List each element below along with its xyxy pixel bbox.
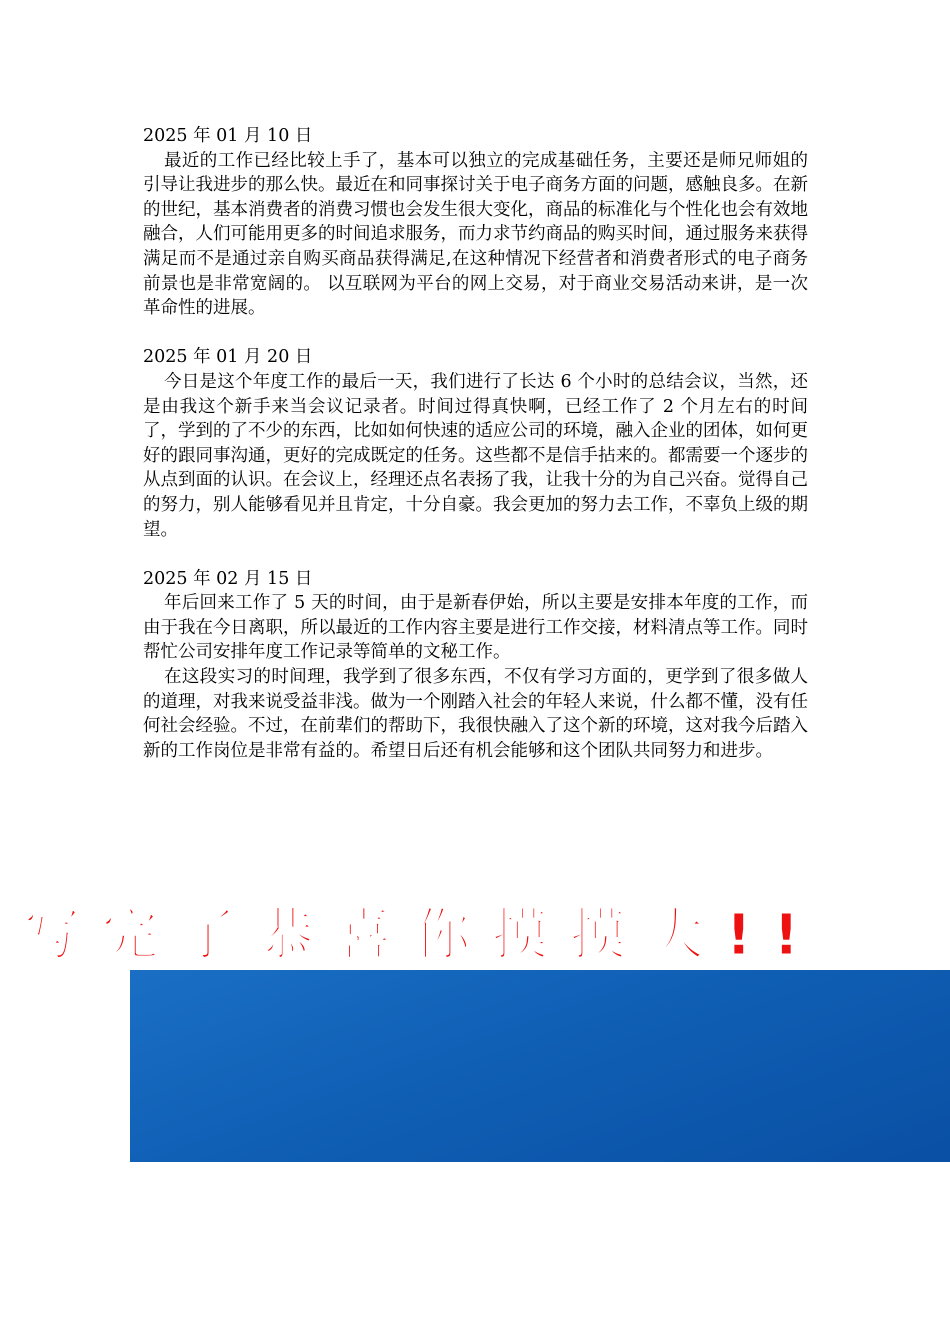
diary-entry-1 bbox=[143, 124, 808, 321]
entry-paragraph: 在这段实习的时间理，我学到了很多东西，不仅有学习方面的，更学到了很多做人的道理，对我来说受益非浅。做为一个刚踏入社会的年轻人来说，什么都不懂，没有任何社会经验。不过，在前辈们的帮助下，我很快融入了这个新的环境，这对我今后踏入新的工作岗位是非常有益的。希望日后还有机会能够和这个团队共同努力和进步。 bbox=[143, 667, 808, 761]
entry-paragraph: 年后回来工作了 5 天的时间，由于是新春伊始，所以主要是安排本年度的工作，而由于我在今日离职，所以最近的工作内容主要是进行工作交接，材料清点等工作。同时帮忙公司安排年度工作记录等简单的文秘工作。 bbox=[143, 593, 808, 663]
entry-date: 2025 年 02 月 15 日 bbox=[143, 568, 313, 589]
document-body bbox=[143, 124, 808, 763]
congrats-banner: 写完了恭喜你摸摸大!! bbox=[24, 903, 822, 968]
entry-date: 2025 年 01 月 20 日 bbox=[143, 347, 313, 368]
entry-paragraph: 最近的工作已经比较上手了，基本可以独立的完成基础任务，主要还是师兄师姐的引导让我进步的那么快。最近在和同事探讨关于电子商务方面的问题，感触良多。在新的世纪，基本消费者的消费习惯也会发生很大变化，商品的标准化与个性化也会有效地融合，人们可能用更多的时间追求服务，而力求节约商品的购买时间，通过服务来获得满足而不是通过亲自购买商品获得满足,在这种情况下经营者和消费者形式的电子商务前景也是非常宽阔的。 以互联网为平台的网上交易，对于商业交易活动来讲，是一次革命性的进展。 bbox=[143, 150, 808, 319]
entry-date: 2025 年 01 月 10 日 bbox=[143, 126, 313, 146]
diary-entry-2 bbox=[143, 345, 808, 542]
entry-paragraph: 今日是这个年度工作的最后一天，我们进行了长达 6 个小时的总结会议，当然，还是由我这个新手来当会议记录者。时间过得真快啊，已经工作了 2 个月左右的时间了，学到的了不少的东西，比如如何快速的适应公司的环境，融入企业的团体，如何更好的跟同事沟通，更好的完成既定的任务。这些都不是信手拈来的。都需要一个逐步的从点到面的认识。在会议上，经理还点名表扬了我，让我十分的为自己兴奋。觉得自己的努力，别人能够看见并且肯定，十分自豪。我会更加的努力去工作，不辜负上级的期望。 bbox=[143, 371, 808, 540]
blue-decorative-panel bbox=[130, 970, 950, 1162]
diary-entry-3 bbox=[143, 567, 808, 764]
